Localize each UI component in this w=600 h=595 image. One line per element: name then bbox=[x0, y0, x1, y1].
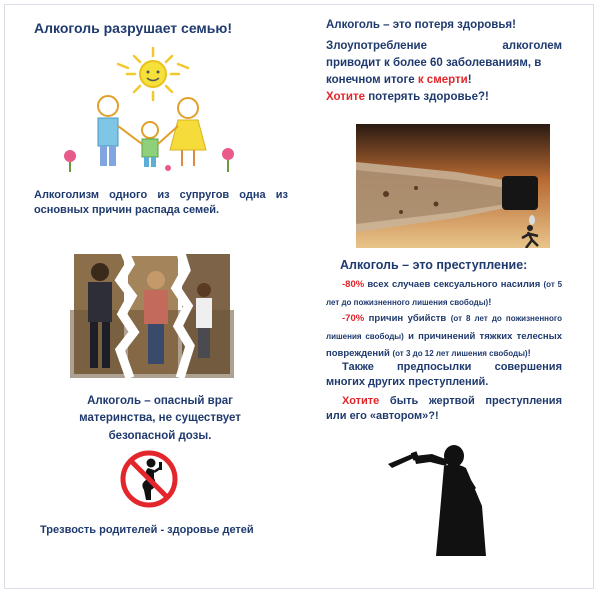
abuse-line-2: приводит к более 60 заболеваниям, в bbox=[326, 57, 542, 70]
stat-1-pct: -80% bbox=[342, 279, 365, 290]
want-rest: потерять здоровье?! bbox=[368, 91, 489, 104]
stat-1 bbox=[326, 276, 562, 311]
abuse-line-3 bbox=[326, 72, 562, 89]
stat-2-small2: (от 3 до 12 лет лишения свободы) bbox=[392, 349, 528, 359]
victim-red: Хотите bbox=[342, 395, 380, 407]
abuse-l3-a: конечном итоге bbox=[326, 74, 415, 87]
enemy-line-3: безопасной дозы. bbox=[108, 429, 212, 442]
enemy-text bbox=[40, 393, 280, 445]
health-title: Алкоголь – это потеря здоровья! bbox=[326, 19, 516, 31]
stat-1-small: (от 5 лет до пожизненного лишения свободы) bbox=[326, 280, 563, 307]
stat-2-text: причин убийств bbox=[368, 313, 447, 324]
want-red: Хотите bbox=[326, 91, 365, 104]
abuse-l1-b: алкоголем bbox=[502, 40, 562, 52]
left-footer: Трезвость родителей - здоровье детей bbox=[40, 524, 254, 536]
enemy-line-2: материнства, не существует bbox=[79, 412, 241, 425]
also-text: Также предпосылки совершения многих других преступлений. bbox=[326, 361, 562, 389]
abuse-line-1 bbox=[326, 38, 562, 55]
abuse-l3-c: ! bbox=[467, 74, 472, 87]
abuse-text bbox=[326, 38, 562, 106]
abuse-l1-a: Злоупотребление bbox=[326, 40, 427, 52]
victim-text bbox=[326, 394, 562, 425]
broken-family-photo-icon bbox=[70, 250, 234, 378]
bottle-photo-icon bbox=[356, 124, 550, 248]
stat-2-end: ! bbox=[527, 348, 531, 360]
stat-2-pct: -70% bbox=[342, 313, 365, 324]
stat-2-small: (от 8 лет до пожизненного лишения свободы) bbox=[326, 314, 563, 341]
stat-2-text2: и причинений тяжких телесных повреждений bbox=[326, 330, 563, 360]
family-sun-drawing-icon bbox=[58, 44, 248, 174]
victim-rest: быть жертвой преступления или его «автором»?! bbox=[326, 395, 562, 423]
knife-man-silhouette-icon bbox=[386, 436, 496, 556]
family-text: Алкоголизм одного из супругов одна из основных причин распада семей. bbox=[34, 189, 288, 217]
stat-1-text: всех случаев сексуального насилия bbox=[367, 279, 541, 290]
stat-2 bbox=[326, 310, 562, 363]
no-pregnant-alcohol-icon bbox=[118, 448, 180, 510]
crime-title: Алкоголь – это преступление: bbox=[340, 258, 528, 272]
left-title: Алкоголь разрушает семью! bbox=[34, 20, 233, 36]
stat-1-end: ! bbox=[488, 296, 492, 308]
enemy-line-1: Алкоголь – опасный враг bbox=[87, 395, 233, 407]
want-line bbox=[326, 89, 562, 106]
abuse-l3-red: к смерти bbox=[417, 74, 468, 87]
